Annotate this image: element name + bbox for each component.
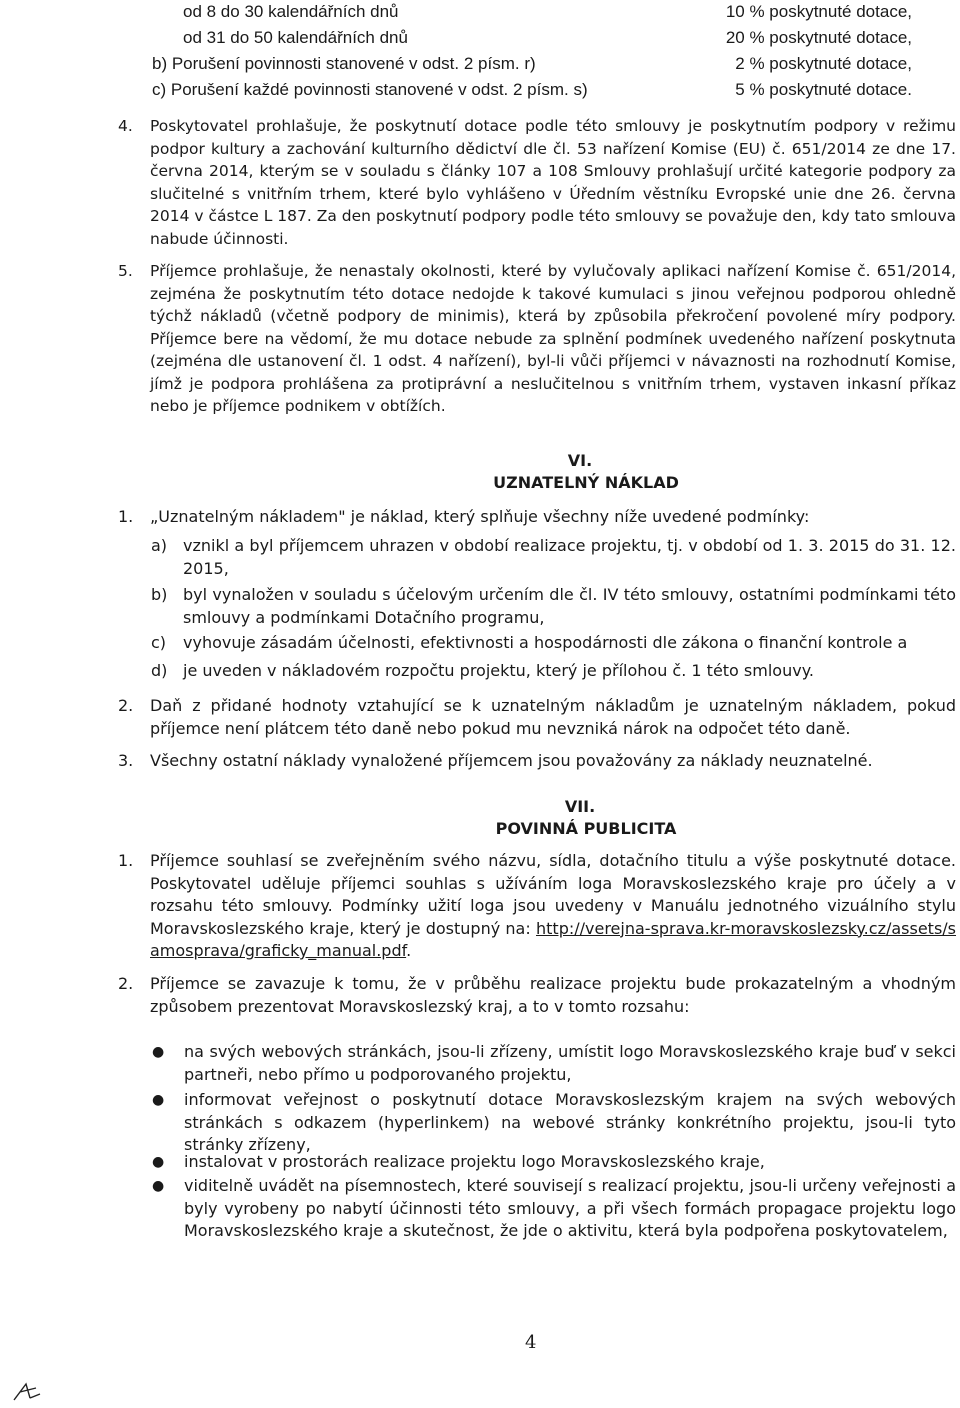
section-7-title: POVINNÁ PUBLICITA: [495, 819, 677, 838]
item-number: 5.: [118, 262, 133, 280]
section-6-sub-b: [151, 584, 956, 629]
item-text: Příjemce prohlašuje, že nenastaly okolnosti, které by vylučovaly aplikaci nařízení Komise č. 651/2014, zejména že poskytnutím této dotace nedojde k takové kumulaci s jinou veřejnou podporou ohledně týchž nákladů (včetně podpory de minimis), která by způsobila překročení povolené míry podpory. Příjemce bere na vědomí, že mu dotace nebude za splnění podmínek uvedeného nařízení poskytnuta (zejména dle ustanovení čl. 1 odst. 4 nařízení), byl-li vůči příjemci v návaznosti na rozhodnutí Komise, jímž je podpora prohlášena za protiprávní a neslučitelnou s vnitřním trhem, vystaven inkasní příkaz nebo je příjemce podnikem v obtížích.: [150, 262, 956, 415]
penalty-row-label: c) Porušení každé povinnosti stanovené v odst. 2 písm. s): [152, 80, 588, 99]
item-number: 3.: [118, 751, 134, 770]
bullet-icon: ●: [152, 1154, 165, 1170]
section-6-number: VI.: [567, 451, 593, 470]
item-number: 1.: [118, 507, 134, 526]
sub-text: je uveden v nákladovém rozpočtu projektu, který je přílohou č. 1 této smlouvy.: [183, 661, 814, 680]
section-7-item-1: [118, 850, 956, 963]
paragraph-item-5: [118, 260, 956, 418]
paragraph-item-4: [118, 115, 956, 250]
section-6-sub-c: [151, 632, 956, 655]
bullet-item: [152, 1089, 956, 1157]
sub-text: vznikl a byl příjemcem uhrazen v období realizace projektu, tj. v období od 1. 3. 2015 do 31. 12. 2015,: [183, 536, 956, 578]
item-text-body: Příjemce souhlasí se zveřejněním svého názvu, sídla, dotačního titulu a výše poskytnuté dotace. Poskytovatel uděluje příjemci souhlas s užíváním loga Moravskoslezského kraje pro účely a v rozsahu této smlouvy. Podmínky užití loga jsou uvedeny v Manuálu jednotného vizuálního stylu Moravskoslezského kraje, který je dostupný na:: [150, 851, 956, 938]
page-number: 4: [525, 1332, 537, 1353]
penalty-row-value: 10 % poskytnuté dotace,: [725, 2, 912, 21]
bullet-item: [152, 1175, 956, 1243]
bullet-text: viditelně uvádět na písemnostech, které souvisejí s realizací projektu, jsou-li určeny veřejnosti a byly vyrobeny po nabytí účinnosti této smlouvy, a při všech formách propagace projektu logo Moravskoslezského kraje a skutečnost, že jde o aktivitu, která byla podpořena poskytovatelem,: [184, 1176, 956, 1240]
penalty-row-2: [152, 26, 912, 50]
handwritten-initials: [12, 1378, 42, 1404]
penalty-row-label: b) Porušení povinnosti stanovené v odst. 2 písm. r): [152, 54, 536, 73]
section-6-item-2: [118, 695, 956, 740]
item-text: Příjemce se zavazuje k tomu, že v průběhu realizace projektu bude prokazatelným a vhodným způsobem prezentovat Moravskoslezský kraj, a to v tomto rozsahu:: [150, 974, 956, 1016]
bullet-text: na svých webových stránkách, jsou-li zřízeny, umístit logo Moravskoslezského kraje buď v sekci partneři, nebo přímo u podporovaného projektu,: [184, 1042, 956, 1084]
initials-signature-icon: [12, 1378, 42, 1404]
sub-text: vyhovuje zásadám účelnosti, efektivnosti a hospodárnosti dle zákona o finanční kontrole a: [183, 633, 908, 652]
penalty-row-3: [152, 52, 912, 76]
bullet-icon: ●: [152, 1044, 165, 1060]
penalty-row-value: 2 % poskytnuté dotace,: [735, 54, 912, 73]
item-number: 4.: [118, 117, 133, 135]
item-number: 2.: [118, 974, 134, 993]
penalty-row-4: [152, 78, 912, 102]
bullet-icon: ●: [152, 1178, 165, 1194]
penalty-row-label: od 31 do 50 kalendářních dnů: [183, 28, 408, 47]
penalty-row-value: 5 % poskytnuté dotace.: [735, 80, 912, 99]
bullet-text: instalovat v prostorách realizace projektu logo Moravskoslezského kraje,: [184, 1152, 765, 1171]
section-6-sub-a: [151, 535, 956, 580]
item-text-tail: .: [406, 941, 412, 960]
bullet-icon: ●: [152, 1092, 165, 1108]
bullet-text: informovat veřejnost o poskytnutí dotace Moravskoslezským krajem na svých webových stránkách s odkazem (hyperlinkem) na webové stránky konkrétního projektu, jsou-li tyto stránky zřízeny,: [184, 1090, 956, 1154]
sub-label: c): [151, 633, 167, 652]
section-7-item-2: [118, 973, 956, 1018]
section-6-title: UZNATELNÝ NÁKLAD: [493, 473, 679, 492]
graphic-manual-link[interactable]: http://verejna-sprava.kr-moravskoslezsky.cz/assets/samosprava/graficky_manual.pdf: [150, 918, 957, 960]
item-text: „Uznatelným nákladem" je náklad, který splňuje všechny níže uvedené podmínky:: [150, 507, 810, 526]
sub-label: a): [151, 536, 168, 555]
penalty-row-label: od 8 do 30 kalendářních dnů: [183, 2, 399, 21]
item-text: Daň z přidané hodnoty vztahující se k uznatelným nákladům je uznatelným nákladem, pokud příjemce není plátcem této daně nebo pokud mu nevzniká nárok na odpočet této daně.: [150, 696, 956, 738]
section-7-number: VII.: [564, 797, 596, 816]
section-6-item-1: [118, 506, 956, 529]
sub-label: d): [151, 661, 168, 680]
item-text: Poskytovatel prohlašuje, že poskytnutí dotace podle této smlouvy je poskytnutím podpory v režimu podpor kultury a zachování kulturního dědictví dle čl. 53 nařízení Komise (EU) č. 651/2014 ze dne 17. června 2014, kterým se v souladu s články 107 a 108 Smlouvy prohlašují určité kategorie podpory za slučitelné s vnitřním trhem, které bylo vyhlášeno v Úředním věstníku Evropské unie dne 26. června 2014 v částce L 187. Za den poskytnutí podpory podle této smlouvy se považuje den, kdy tato smlouva nabude účinnosti.: [150, 117, 956, 248]
bullet-item: [152, 1041, 956, 1086]
item-text: Všechny ostatní náklady vynaložené příjemcem jsou považovány za náklady neuznatelné.: [150, 751, 873, 770]
penalty-row-1: [152, 0, 912, 24]
item-number: 2.: [118, 696, 134, 715]
sub-text: byl vynaložen v souladu s účelovým určením dle čl. IV této smlouvy, ostatními podmínkami této smlouvy a podmínkami Dotačního programu,: [183, 585, 956, 627]
item-text: [150, 850, 956, 963]
penalty-row-value: 20 % poskytnuté dotace,: [725, 28, 912, 47]
section-6-item-3: [118, 750, 956, 773]
sub-label: b): [151, 585, 168, 604]
section-6-sub-d: [151, 660, 956, 683]
bullet-item: [152, 1151, 956, 1174]
item-number: 1.: [118, 851, 134, 870]
